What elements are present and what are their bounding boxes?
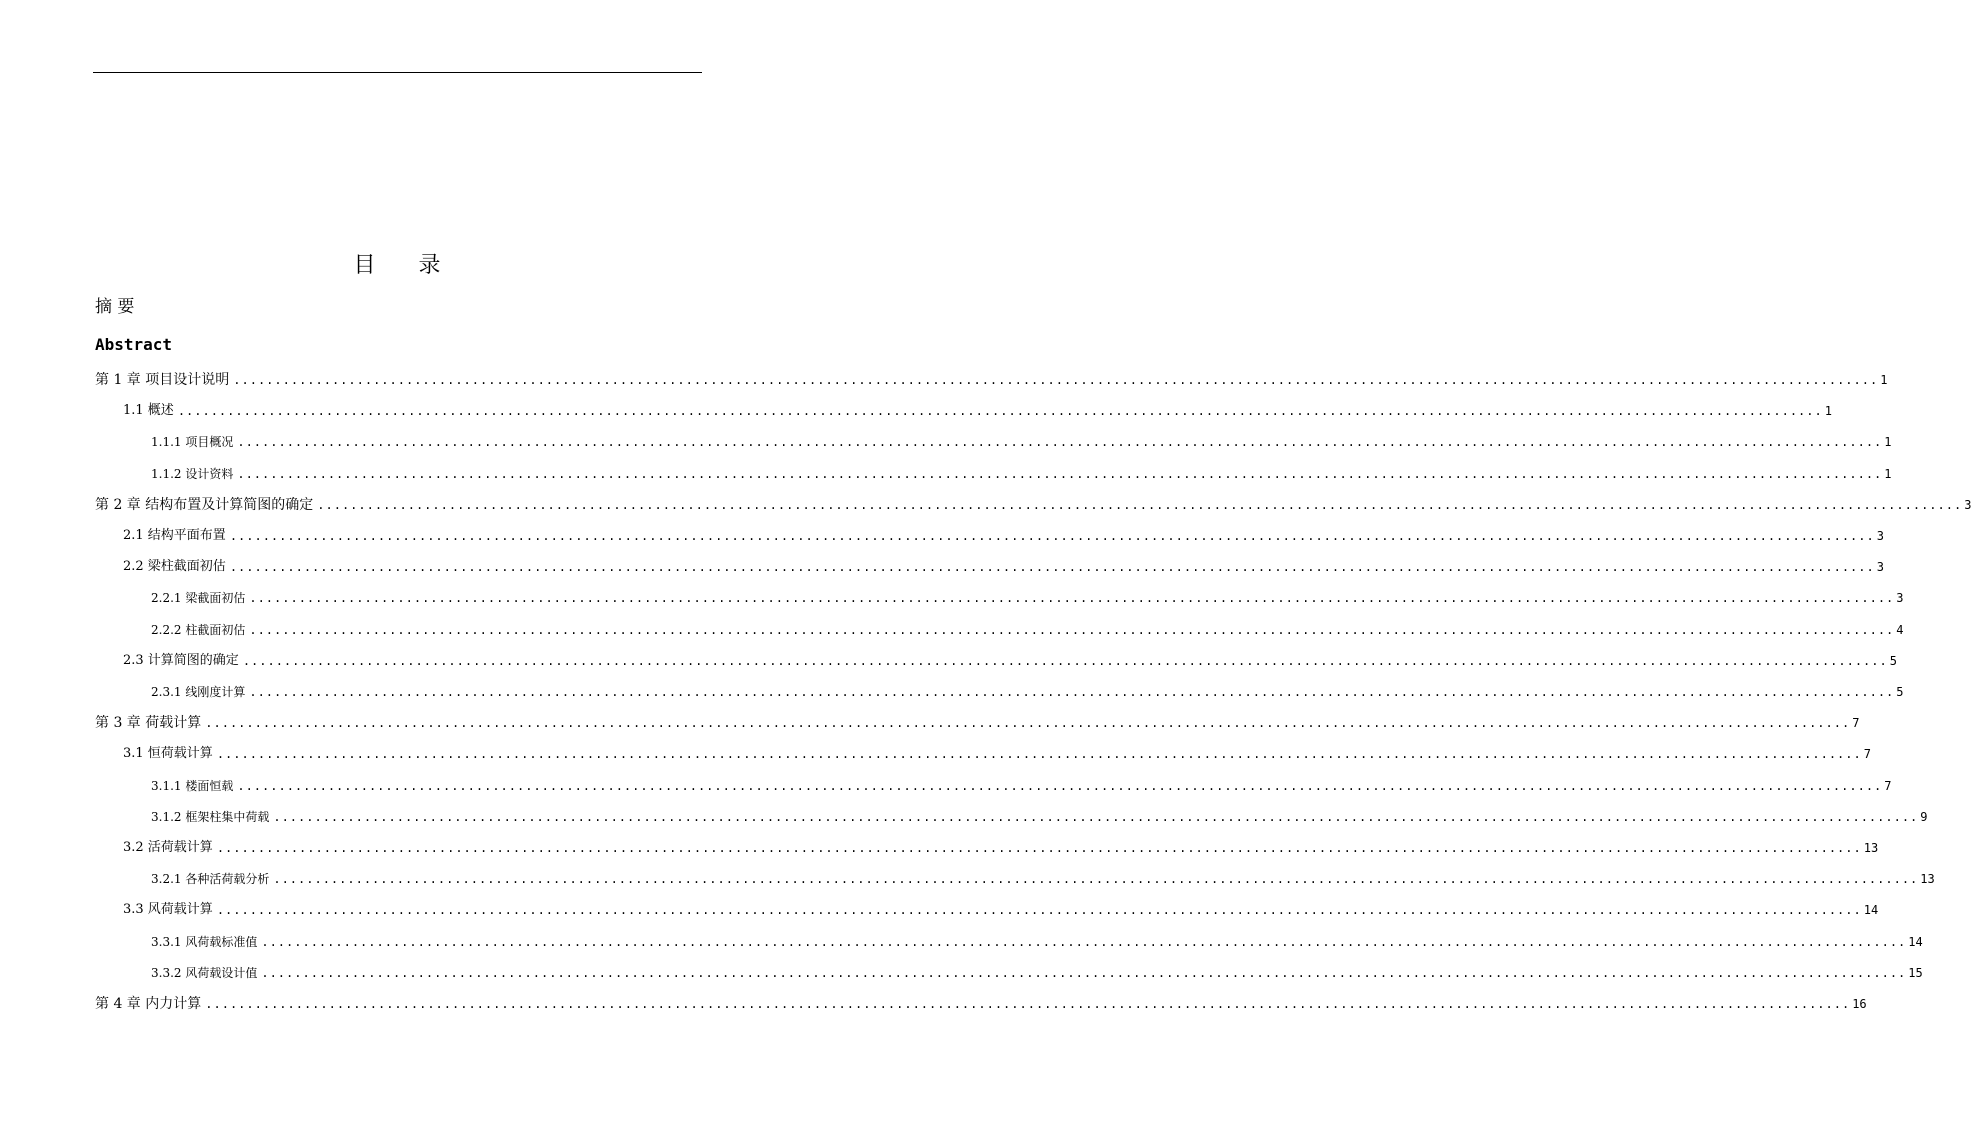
toc-leader-dots: ........................................................................................................................................................................................................	[205, 997, 1851, 1011]
toc-entry-label: 1.1 概述	[123, 403, 174, 419]
toc-entry-label: 2.2 梁柱截面初估	[123, 559, 226, 575]
toc-entry[interactable]	[123, 744, 1871, 764]
toc-page-number: 3	[1896, 591, 1904, 606]
toc-leader-dots: ........................................................................................................................................................................................................	[261, 934, 1907, 949]
toc-leader-dots: ........................................................................................................................................................................................................	[237, 466, 1883, 481]
toc-leader-dots: ........................................................................................................................................................................................................	[249, 622, 1895, 637]
toc-leader-dots: ........................................................................................................................................................................................................	[249, 685, 1895, 699]
toc-title: 目 录	[353, 253, 459, 278]
toc-page-number: 13	[1863, 841, 1879, 855]
toc-leader-dots: ........................................................................................................................................................................................................	[317, 497, 1963, 512]
toc-leader-dots: ........................................................................................................................................................................................................	[273, 809, 1919, 824]
toc-page-number: 3	[1876, 529, 1884, 543]
toc-page-number: 7	[1852, 716, 1860, 731]
toc-leader-dots: ........................................................................................................................................................................................................	[233, 373, 1879, 387]
toc-entry[interactable]	[151, 464, 1892, 484]
toc-entry-label: 第 2 章 结构布置及计算简图的确定	[95, 496, 314, 513]
toc-entry[interactable]	[151, 869, 1935, 889]
toc-page-number: 3	[1964, 497, 1971, 512]
toc-entry[interactable]	[123, 651, 1897, 671]
toc-leader-dots: ........................................................................................................................................................................................................	[216, 747, 1862, 762]
toc-leader-dots: ........................................................................................................................................................................................................	[242, 653, 1888, 668]
toc-entry-label: 3.1.1 楼面恒载	[151, 778, 234, 793]
abstract-cn-heading: 摘 要	[95, 297, 135, 317]
toc-leader-dots: ........................................................................................................................................................................................................	[229, 560, 1875, 575]
toc-entry-label: 第 3 章 荷载计算	[95, 715, 202, 732]
toc-entry-label: 3.2.1 各种活荷载分析	[151, 872, 270, 887]
toc-entry-label: 2.2.1 梁截面初估	[151, 591, 246, 606]
toc-leader-dots: ........................................................................................................................................................................................................	[261, 965, 1907, 980]
toc-entry[interactable]	[123, 838, 1879, 858]
toc-entry-label: 3.3.2 风荷载设计值	[151, 965, 258, 980]
toc-entry-label: 第 4 章 内力计算	[95, 996, 202, 1012]
toc-entry[interactable]	[123, 900, 1879, 920]
toc-page-number: 3	[1876, 560, 1884, 575]
toc-entry[interactable]	[123, 401, 1832, 421]
toc-entry[interactable]	[151, 932, 1923, 952]
toc-entry[interactable]	[95, 994, 1867, 1014]
toc-leader-dots: ........................................................................................................................................................................................................	[177, 404, 1823, 419]
toc-entry-label: 2.3.1 线刚度计算	[151, 685, 246, 699]
toc-page-number: 14	[1863, 903, 1879, 918]
toc-page-number: 4	[1896, 622, 1904, 637]
toc-page-number: 7	[1863, 747, 1871, 762]
toc-page-number: 1	[1884, 435, 1892, 450]
toc-page-number: 5	[1889, 653, 1897, 668]
toc-page-number: 15	[1908, 965, 1923, 980]
toc-leader-dots: ........................................................................................................................................................................................................	[229, 529, 1875, 543]
toc-page-number: 1	[1880, 373, 1888, 387]
toc-entry[interactable]	[151, 682, 1904, 702]
toc-page-number: 16	[1852, 997, 1867, 1011]
toc-entry[interactable]	[123, 526, 1884, 546]
toc-entry-label: 第 1 章 项目设计说明	[95, 372, 230, 388]
toc-leader-dots: ........................................................................................................................................................................................................	[249, 591, 1895, 606]
toc-page-number: 13	[1920, 872, 1935, 887]
toc-entry-label: 3.3 风荷载计算	[123, 902, 213, 918]
toc-entry-label: 2.1 结构平面布置	[123, 528, 226, 543]
toc-entry[interactable]	[95, 370, 1888, 390]
toc-entry[interactable]	[151, 963, 1923, 983]
toc-leader-dots: ........................................................................................................................................................................................................	[237, 778, 1883, 793]
toc-entry-label: 2.2.2 柱截面初估	[151, 622, 246, 637]
toc-entry-label: 1.1.2 设计资料	[151, 466, 234, 481]
toc-entry-label: 3.2 活荷载计算	[123, 840, 213, 855]
toc-leader-dots: ........................................................................................................................................................................................................	[216, 903, 1862, 918]
toc-page-number: 14	[1908, 934, 1923, 949]
toc-leader-dots: ........................................................................................................................................................................................................	[273, 872, 1919, 887]
toc-entry[interactable]	[151, 432, 1892, 452]
toc-leader-dots: ........................................................................................................................................................................................................	[216, 841, 1862, 855]
toc-entry[interactable]	[151, 776, 1892, 796]
toc-entry-label: 3.3.1 风荷载标准值	[151, 934, 258, 949]
toc-page-number: 1	[1884, 466, 1892, 481]
toc-leader-dots: ........................................................................................................................................................................................................	[237, 435, 1883, 450]
toc-entry-label: 3.1 恒荷载计算	[123, 746, 213, 762]
toc-entry[interactable]	[123, 557, 1884, 577]
toc-entry[interactable]	[95, 495, 1971, 515]
toc-entry[interactable]	[151, 620, 1904, 640]
toc-entry[interactable]	[151, 588, 1904, 608]
toc-entry-label: 1.1.1 项目概况	[151, 435, 234, 450]
toc-entry-label: 3.1.2 框架柱集中荷载	[151, 809, 270, 824]
toc-page-number: 9	[1920, 809, 1928, 824]
abstract-en-heading: Abstract	[95, 335, 173, 354]
toc-entry[interactable]	[151, 807, 1928, 827]
toc-page-number: 7	[1884, 778, 1892, 793]
toc-entry-label: 2.3 计算简图的确定	[123, 652, 239, 668]
toc-page-number: 1	[1824, 404, 1832, 419]
toc-page-number: 5	[1896, 685, 1904, 699]
toc-entry[interactable]	[95, 713, 1860, 733]
toc-leader-dots: ........................................................................................................................................................................................................	[205, 716, 1851, 731]
